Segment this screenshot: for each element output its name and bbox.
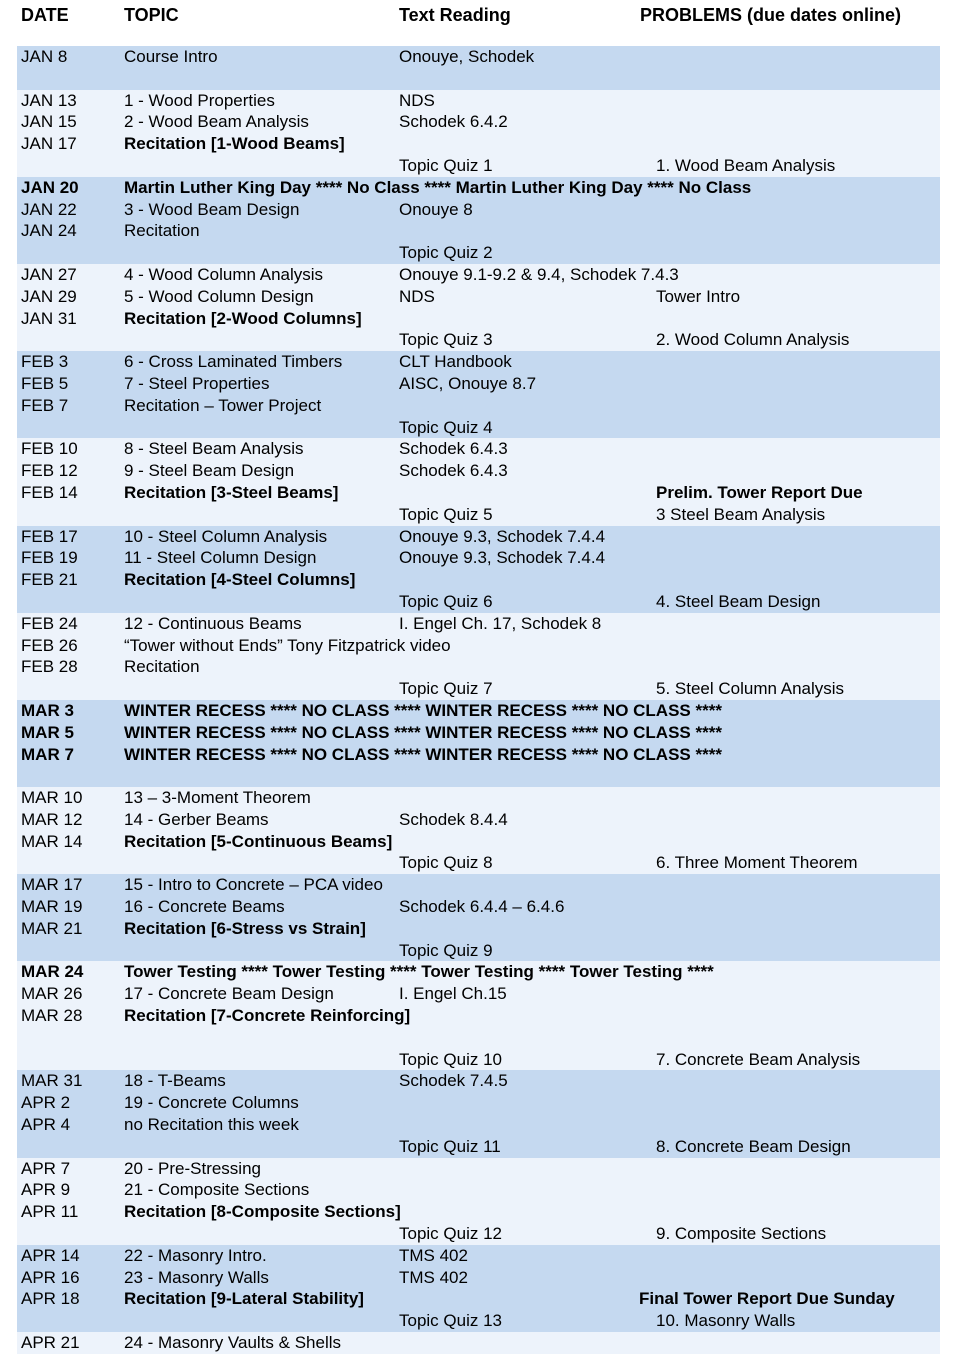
schedule-row	[17, 983, 940, 1005]
header-topic: TOPIC	[124, 5, 179, 25]
schedule-row	[17, 656, 940, 678]
schedule-row	[17, 961, 940, 983]
row-reading: Topic Quiz 11	[399, 1136, 501, 1156]
header-reading: Text Reading	[399, 5, 511, 25]
row-reading: Onouye 9.3, Schodek 7.4.4	[399, 548, 606, 568]
schedule-row	[17, 1332, 940, 1354]
row-reading: Onouye, Schodek	[399, 47, 535, 66]
row-topic: Recitation [6-Stress vs Strain]	[124, 918, 366, 938]
row-topic: no Recitation this week	[124, 1115, 299, 1135]
row-topic: 9 - Steel Beam Design	[124, 461, 295, 481]
row-date: JAN 17	[21, 134, 77, 154]
row-problem: 2. Wood Column Analysis	[656, 330, 850, 350]
row-topic: Recitation [5-Continuous Beams]	[124, 831, 393, 851]
row-topic: 18 - T-Beams	[124, 1071, 226, 1091]
row-topic: WINTER RECESS **** NO CLASS **** WINTER RECESS **** NO CLASS ****	[124, 700, 722, 720]
row-topic: 20 - Pre-Stressing	[124, 1158, 261, 1178]
row-problem: 10. Masonry Walls	[656, 1311, 796, 1331]
row-problem: 9. Composite Sections	[656, 1224, 827, 1244]
row-topic: Course Intro	[124, 47, 218, 66]
row-topic: 13 – 3-Moment Theorem	[124, 788, 311, 808]
row-date: MAR 28	[21, 1006, 83, 1026]
row-topic: 23 - Masonry Walls	[124, 1267, 269, 1287]
row-date: APR 21	[21, 1333, 80, 1353]
row-reading: Topic Quiz 2	[399, 243, 493, 263]
row-reading: Schodek 6.4.3	[399, 461, 508, 481]
row-date: APR 7	[21, 1158, 71, 1178]
schedule-table	[17, 46, 940, 1354]
row-topic: 19 - Concrete Columns	[124, 1093, 299, 1113]
schedule-row	[17, 1158, 940, 1180]
row-reading: Onouye 9.3, Schodek 7.4.4	[399, 526, 606, 546]
row-date: JAN 31	[21, 308, 77, 328]
schedule-row	[17, 133, 940, 155]
row-topic: Recitation	[124, 657, 200, 677]
row-topic: 15 - Intro to Concrete – PCA video	[124, 875, 383, 895]
schedule-row	[17, 90, 940, 112]
row-topic: Recitation [2-Wood Columns]	[124, 308, 362, 328]
week-block	[17, 874, 940, 961]
row-date: MAR 31	[21, 1071, 83, 1091]
schedule-row	[17, 591, 940, 613]
row-date: FEB 19	[21, 548, 78, 568]
schedule-row	[17, 1070, 940, 1092]
row-problem: 6. Three Moment Theorem	[656, 853, 858, 873]
schedule-row	[17, 1288, 940, 1310]
row-topic: 6 - Cross Laminated Timbers	[124, 352, 343, 372]
row-reading: NDS	[399, 286, 435, 306]
row-date: JAN 20	[21, 177, 79, 197]
row-topic: 14 - Gerber Beams	[124, 809, 269, 829]
row-date: MAR 14	[21, 831, 83, 851]
schedule-row	[17, 1027, 940, 1049]
row-reading: CLT Handbook	[399, 352, 512, 372]
schedule-row	[17, 940, 940, 962]
week-block	[17, 700, 940, 787]
row-date: APR 4	[21, 1115, 71, 1135]
schedule-row	[17, 831, 940, 853]
row-date: MAR 17	[21, 875, 83, 895]
schedule-row	[17, 482, 940, 504]
row-date: FEB 5	[21, 373, 69, 393]
row-reading: Topic Quiz 7	[399, 679, 493, 699]
schedule-row	[17, 526, 940, 548]
schedule-row	[17, 569, 940, 591]
week-block	[17, 961, 940, 1070]
schedule-row	[17, 438, 940, 460]
row-date: APR 11	[21, 1202, 79, 1222]
row-date: FEB 3	[21, 352, 69, 372]
row-topic: Recitation [1-Wood Beams]	[124, 134, 345, 154]
schedule-row	[17, 809, 940, 831]
row-date: APR 16	[21, 1267, 80, 1287]
schedule-row	[17, 1267, 940, 1289]
row-date: APR 2	[21, 1093, 71, 1113]
row-topic: “Tower without Ends” Tony Fitzpatrick video	[124, 635, 451, 655]
week-block	[17, 1158, 940, 1245]
week-block	[17, 526, 940, 613]
row-topic: Recitation [9-Lateral Stability]	[124, 1289, 364, 1309]
row-topic: 8 - Steel Beam Analysis	[124, 439, 304, 459]
row-reading: Schodek 6.4.4 – 6.4.6	[399, 897, 565, 917]
row-date: MAR 10	[21, 788, 83, 808]
row-date: MAR 3	[21, 700, 74, 720]
row-reading: Topic Quiz 12	[399, 1224, 502, 1244]
week-block	[17, 787, 940, 874]
row-reading: Topic Quiz 6	[399, 591, 493, 611]
row-topic: 10 - Steel Column Analysis	[124, 526, 328, 546]
schedule-row	[17, 177, 940, 199]
row-date: JAN 13	[21, 90, 77, 110]
week-block	[17, 613, 940, 700]
row-reading: Schodek 6.4.3	[399, 439, 508, 459]
schedule-row	[17, 220, 940, 242]
row-topic: Recitation	[124, 221, 200, 241]
row-reading: Topic Quiz 9	[399, 940, 493, 960]
row-reading: I. Engel Ch. 17, Schodek 8	[399, 613, 602, 633]
row-date: MAR 24	[21, 962, 84, 982]
schedule-row	[17, 874, 940, 896]
row-date: MAR 21	[21, 918, 83, 938]
row-topic: Recitation [3-Steel Beams]	[124, 482, 339, 502]
schedule-row	[17, 308, 940, 330]
week-block	[17, 351, 940, 438]
schedule-row	[17, 373, 940, 395]
row-date: MAR 19	[21, 897, 83, 917]
row-topic: 12 - Continuous Beams	[124, 613, 302, 633]
row-reading: Topic Quiz 13	[399, 1311, 502, 1331]
schedule-row	[17, 351, 940, 373]
row-reading: TMS 402	[399, 1267, 468, 1287]
schedule-row	[17, 547, 940, 569]
row-topic: WINTER RECESS **** NO CLASS **** WINTER RECESS **** NO CLASS ****	[124, 722, 722, 742]
row-problem: Prelim. Tower Report Due	[656, 482, 863, 502]
row-date: FEB 12	[21, 461, 78, 481]
week-block	[17, 177, 940, 264]
row-date: FEB 14	[21, 482, 78, 502]
row-date: JAN 29	[21, 286, 77, 306]
week-block	[17, 46, 940, 90]
row-topic: 11 - Steel Column Design	[124, 548, 317, 568]
week-block	[17, 1245, 940, 1332]
header-date: DATE	[21, 5, 69, 25]
schedule-row	[17, 1049, 940, 1071]
row-date: MAR 26	[21, 984, 83, 1004]
schedule-row	[17, 1223, 940, 1245]
row-date: JAN 24	[21, 221, 77, 241]
row-topic: WINTER RECESS **** NO CLASS **** WINTER RECESS **** NO CLASS ****	[124, 744, 722, 764]
schedule-row	[17, 1092, 940, 1114]
row-date: JAN 22	[21, 199, 77, 219]
row-reading: Topic Quiz 1	[399, 155, 493, 175]
row-reading: Schodek 6.4.2	[399, 112, 508, 132]
row-reading: TMS 402	[399, 1245, 468, 1265]
schedule-row	[17, 417, 940, 439]
row-reading: Schodek 8.4.4	[399, 809, 508, 829]
schedule-row	[17, 1179, 940, 1201]
schedule-row	[17, 1136, 940, 1158]
schedule-row	[17, 329, 940, 351]
row-reading: Topic Quiz 4	[399, 417, 493, 437]
row-topic: Tower Testing **** Tower Testing **** Tower Testing **** Tower Testing ****	[124, 962, 714, 982]
row-topic: Recitation [7-Concrete Reinforcing]	[124, 1006, 411, 1026]
schedule-row	[17, 896, 940, 918]
row-reading: Topic Quiz 5	[399, 504, 493, 524]
week-block	[17, 438, 940, 525]
row-topic: 4 - Wood Column Analysis	[124, 264, 324, 284]
schedule-row	[17, 787, 940, 809]
row-topic: 22 - Masonry Intro.	[124, 1245, 267, 1265]
schedule-row	[17, 199, 940, 221]
row-date: JAN 27	[21, 264, 77, 284]
row-date: JAN 8	[21, 47, 68, 66]
schedule-row	[17, 613, 940, 635]
row-topic: 2 - Wood Beam Analysis	[124, 112, 309, 132]
schedule-row	[17, 1005, 940, 1027]
row-reading: I. Engel Ch.15	[399, 984, 507, 1004]
schedule-row	[17, 635, 940, 657]
row-topic: 17 - Concrete Beam Design	[124, 984, 334, 1004]
row-topic: 16 - Concrete Beams	[124, 897, 285, 917]
row-date: FEB 7	[21, 395, 69, 415]
row-topic: 3 - Wood Beam Design	[124, 199, 300, 219]
row-date: MAR 5	[21, 722, 74, 742]
row-reading: AISC, Onouye 8.7	[399, 373, 537, 393]
row-date: FEB 24	[21, 613, 78, 633]
schedule-row	[17, 68, 940, 90]
row-date: FEB 28	[21, 657, 78, 677]
schedule-row	[17, 852, 940, 874]
row-date: MAR 7	[21, 744, 74, 764]
row-topic: 7 - Steel Properties	[124, 373, 270, 393]
header-problems: PROBLEMS (due dates online)	[640, 5, 902, 25]
schedule-row	[17, 1114, 940, 1136]
row-date: FEB 17	[21, 526, 78, 546]
row-topic: 24 - Masonry Vaults & Shells	[124, 1333, 341, 1353]
schedule-row	[17, 460, 940, 482]
schedule-row	[17, 765, 940, 787]
row-date: APR 14	[21, 1245, 80, 1265]
row-topic: 21 - Composite Sections	[124, 1180, 310, 1200]
schedule-row	[17, 242, 940, 264]
row-problem: Final Tower Report Due Sunday	[639, 1289, 895, 1309]
row-problem: 5. Steel Column Analysis	[656, 679, 845, 699]
row-date: MAR 12	[21, 809, 83, 829]
row-topic: Martin Luther King Day **** No Class **** Martin Luther King Day **** No Class	[124, 177, 752, 197]
schedule-row	[17, 1310, 940, 1332]
schedule-row	[17, 700, 940, 722]
row-date: APR 18	[21, 1289, 80, 1309]
schedule-row	[17, 286, 940, 308]
schedule-row	[17, 111, 940, 133]
row-problem: 3 Steel Beam Analysis	[656, 504, 826, 524]
row-date: FEB 26	[21, 635, 78, 655]
row-reading: NDS	[399, 90, 435, 110]
schedule-row	[17, 1245, 940, 1267]
row-problem: 8. Concrete Beam Design	[656, 1136, 851, 1156]
row-topic: Recitation [4-Steel Columns]	[124, 570, 356, 590]
week-block	[17, 1070, 940, 1157]
row-reading: Topic Quiz 3	[399, 330, 493, 350]
schedule-row	[17, 155, 940, 177]
row-date: APR 9	[21, 1180, 71, 1200]
row-topic: 1 - Wood Properties	[124, 90, 275, 110]
row-problem: 1. Wood Beam Analysis	[656, 155, 836, 175]
schedule-row	[17, 504, 940, 526]
row-problem: 7. Concrete Beam Analysis	[656, 1049, 861, 1069]
schedule-row	[17, 722, 940, 744]
week-block	[17, 90, 940, 177]
row-reading: Topic Quiz 8	[399, 853, 493, 873]
schedule-row	[17, 1201, 940, 1223]
row-reading: Onouye 9.1-9.2 & 9.4, Schodek 7.4.3	[399, 264, 679, 284]
row-reading: Schodek 7.4.5	[399, 1071, 508, 1091]
row-date: FEB 10	[21, 439, 78, 459]
schedule-row	[17, 264, 940, 286]
row-topic: 5 - Wood Column Design	[124, 286, 314, 306]
row-date: FEB 21	[21, 570, 78, 590]
schedule-row	[17, 395, 940, 417]
schedule-row	[17, 46, 940, 68]
schedule-row	[17, 918, 940, 940]
week-block	[17, 264, 940, 351]
row-reading: Topic Quiz 10	[399, 1049, 502, 1069]
row-date: JAN 15	[21, 112, 77, 132]
schedule-header	[0, 0, 954, 46]
row-problem: 4. Steel Beam Design	[656, 591, 821, 611]
schedule-row	[17, 678, 940, 700]
row-reading: Onouye 8	[399, 199, 473, 219]
row-problem: Tower Intro	[656, 286, 741, 306]
week-block	[17, 1332, 940, 1354]
row-topic: Recitation [8-Composite Sections]	[124, 1202, 401, 1222]
schedule-row	[17, 744, 940, 766]
row-topic: Recitation – Tower Project	[124, 395, 322, 415]
